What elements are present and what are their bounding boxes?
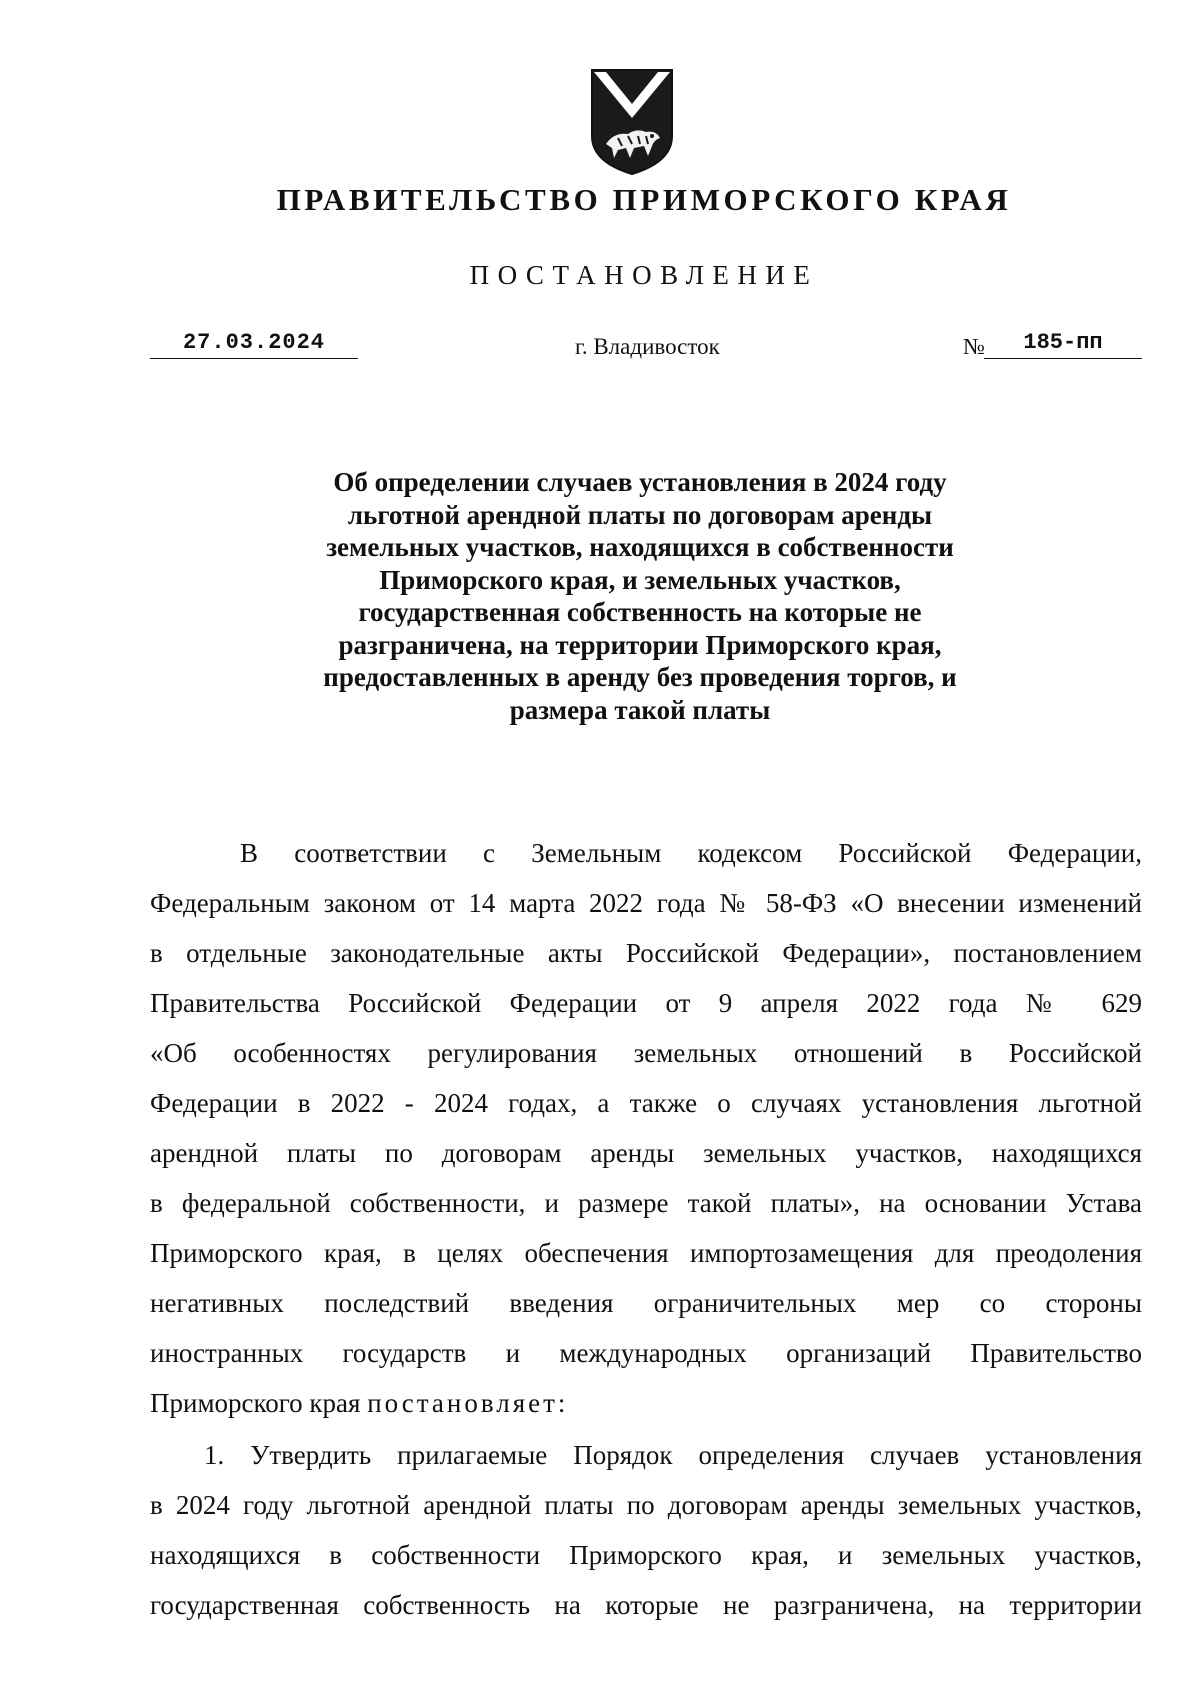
body-line: Федерации в 2022 - 2024 годах, а также о случаях установления льготной [150,1088,1142,1118]
subject-line: земельных участков, находящихся в собственности [326,532,954,562]
preamble-final-text: Приморского края [150,1388,361,1418]
document-number: 185-пп [984,330,1142,359]
subject-line: Приморского края, и земельных участков, [379,564,901,595]
document-city: г. Владивосток [575,334,720,359]
body-line: 1. Утвердить прилагаемые Порядок определения случаев установления [204,1440,1142,1470]
subject-line: размера такой платы [509,694,771,725]
preamble-paragraph [150,828,1142,1428]
government-title: ПРАВИТЕЛЬСТВО ПРИМОРСКОГО КРАЯ [276,182,1012,217]
subject-line: государственная собственность на которые не [358,597,922,627]
coat-of-arms-icon [588,66,676,178]
body-line-final [150,1378,1142,1428]
subject-line: разграничена, на территории Приморского края, [338,629,942,660]
subject-line: Об определении случаев установления в 2024 году [333,467,947,497]
document-body [150,828,1142,1630]
body-line: Федеральным законом от 14 марта 2022 года № 58-ФЗ «О внесении изменений [150,888,1142,918]
body-line: арендной платы по договорам аренды земельных участков, находящихся [150,1138,1142,1168]
body-line: в федеральной собственности, и размере такой платы», на основании Устава [150,1188,1142,1218]
body-line: Приморского края, в целях обеспечения импортозамещения для преодоления [150,1238,1142,1268]
document-type: ПОСТАНОВЛЕНИЕ [469,260,819,290]
body-line: В соответствии с Земельным кодексом Российской Федерации, [240,838,1142,868]
body-line: «Об особенностях регулирования земельных отношений в Российской [150,1038,1142,1068]
document-subject [230,466,1050,726]
subject-line: льготной арендной платы по договорам аренды [347,499,933,530]
body-line: Правительства Российской Федерации от 9 апреля 2022 года № 629 [150,988,1142,1018]
subject-line: предоставленных в аренду без проведения торгов, и [323,662,957,692]
body-line: в 2024 году льготной арендной платы по договорам аренды земельных участков, [150,1490,1142,1520]
body-line: иностранных государств и международных организаций Правительство [150,1338,1142,1368]
decree-word: постановляет: [367,1388,569,1418]
document-number-label: № [963,334,985,359]
body-line: государственная собственность на которые не разграничена, на территории [150,1590,1142,1620]
body-line: в отдельные законодательные акты Российской Федерации», постановлением [150,938,1142,968]
document-date: 27.03.2024 [150,330,358,359]
item-1-paragraph [150,1430,1142,1630]
body-line: находящихся в собственности Приморского края, и земельных участков, [150,1540,1142,1570]
body-line: негативных последствий введения ограничительных мер со стороны [150,1288,1142,1318]
